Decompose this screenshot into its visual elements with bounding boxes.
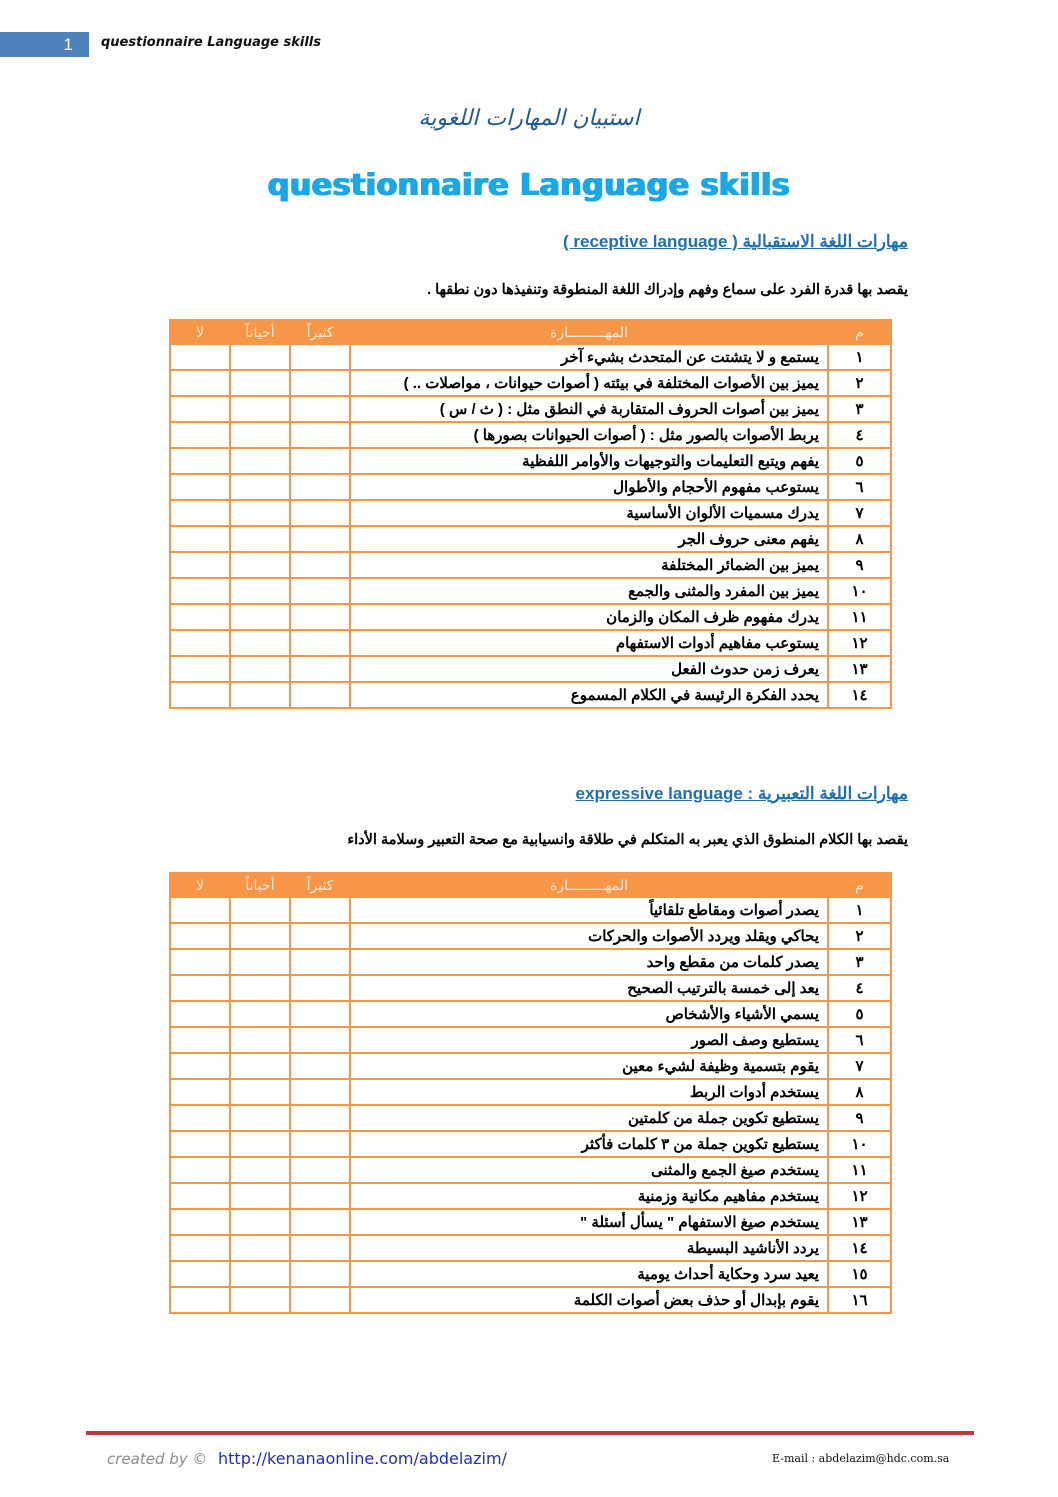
often-cell[interactable] <box>290 370 350 396</box>
skill-text: يستمع و لا يتشتت عن المتحدث بشيء آخر <box>350 344 828 370</box>
no-cell[interactable] <box>170 1053 230 1079</box>
item-number: ١٥ <box>828 1261 891 1287</box>
no-cell[interactable] <box>170 1105 230 1131</box>
often-cell[interactable] <box>290 1183 350 1209</box>
no-cell[interactable] <box>170 1183 230 1209</box>
table-row <box>170 1157 891 1183</box>
col-no-header: لا <box>170 320 230 344</box>
item-number: ١٠ <box>828 578 891 604</box>
no-cell[interactable] <box>170 1079 230 1105</box>
col-num-header: م <box>828 873 891 897</box>
item-number: ١ <box>828 897 891 923</box>
often-cell[interactable] <box>290 897 350 923</box>
footer-email: E-mail : abdelazim@hdc.com.sa <box>772 1452 950 1465</box>
often-cell[interactable] <box>290 975 350 1001</box>
table-row <box>170 526 891 552</box>
col-skill-header: المهـــــــــارة <box>350 320 828 344</box>
footer-divider <box>86 1431 974 1435</box>
no-cell[interactable] <box>170 1001 230 1027</box>
skill-text: يستخدم مفاهيم مكانية وزمنية <box>350 1183 828 1209</box>
often-cell[interactable] <box>290 682 350 708</box>
sometimes-cell[interactable] <box>230 344 290 370</box>
table-row <box>170 1209 891 1235</box>
table-row <box>170 1105 891 1131</box>
item-number: ١ <box>828 344 891 370</box>
sometimes-cell[interactable] <box>230 552 290 578</box>
skill-text: يستطيع وصف الصور <box>350 1027 828 1053</box>
item-number: ٣ <box>828 949 891 975</box>
sometimes-cell[interactable] <box>230 897 290 923</box>
sometimes-cell[interactable] <box>230 949 290 975</box>
receptive-table-body <box>170 344 891 708</box>
often-cell[interactable] <box>290 656 350 682</box>
item-number: ١١ <box>828 604 891 630</box>
table-row <box>170 604 891 630</box>
running-header-title: questionnaire Language skills <box>101 35 321 50</box>
no-cell[interactable] <box>170 1131 230 1157</box>
sometimes-cell[interactable] <box>230 656 290 682</box>
skill-text: يستخدم صيغ الاستفهام " يسأل أسئلة " <box>350 1209 828 1235</box>
skill-text: يميز بين الضمائر المختلفة <box>350 552 828 578</box>
no-cell[interactable] <box>170 578 230 604</box>
receptive-description: يقصد بها قدرة الفرد على سماع وفهم وإدراك اللغة المنطوقة وتنفيذها دون نطقها . <box>427 282 908 298</box>
often-cell[interactable] <box>290 1079 350 1105</box>
often-cell[interactable] <box>290 1235 350 1261</box>
table-row <box>170 422 891 448</box>
skill-text: يصدر أصوات ومقاطع تلقائياً <box>350 897 828 923</box>
sometimes-cell[interactable] <box>230 682 290 708</box>
table-row <box>170 1027 891 1053</box>
no-cell[interactable] <box>170 656 230 682</box>
item-number: ٨ <box>828 1079 891 1105</box>
sometimes-cell[interactable] <box>230 1001 290 1027</box>
item-number: ١٤ <box>828 1235 891 1261</box>
table-header-row <box>170 873 891 897</box>
table-row <box>170 949 891 975</box>
no-cell[interactable] <box>170 552 230 578</box>
sometimes-cell[interactable] <box>230 1287 290 1313</box>
skill-text: يفهم ويتبع التعليمات والتوجيهات والأوامر اللفظية <box>350 448 828 474</box>
table-header-row <box>170 320 891 344</box>
table-row <box>170 1287 891 1313</box>
no-cell[interactable] <box>170 448 230 474</box>
skill-text: يحدد الفكرة الرئيسة في الكلام المسموع <box>350 682 828 708</box>
table-row <box>170 578 891 604</box>
no-cell[interactable] <box>170 1287 230 1313</box>
skill-text: يفهم معنى حروف الجر <box>350 526 828 552</box>
no-cell[interactable] <box>170 1235 230 1261</box>
often-cell[interactable] <box>290 1001 350 1027</box>
skill-text: يميز بين أصوات الحروف المتقاربة في النطق مثل : ( ث / س ) <box>350 396 828 422</box>
table-row <box>170 474 891 500</box>
col-skill-header: المهـــــــــارة <box>350 873 828 897</box>
skill-text: يستخدم أدوات الربط <box>350 1079 828 1105</box>
often-cell[interactable] <box>290 949 350 975</box>
sometimes-cell[interactable] <box>230 448 290 474</box>
sometimes-cell[interactable] <box>230 578 290 604</box>
often-cell[interactable] <box>290 448 350 474</box>
table-row <box>170 1183 891 1209</box>
footer-url-link[interactable]: http://kenanaonline.com/abdelazim/ <box>218 1449 507 1468</box>
sometimes-cell[interactable] <box>230 1053 290 1079</box>
no-cell[interactable] <box>170 949 230 975</box>
no-cell[interactable] <box>170 1261 230 1287</box>
sometimes-cell[interactable] <box>230 1261 290 1287</box>
table-row <box>170 1001 891 1027</box>
item-number: ٧ <box>828 1053 891 1079</box>
sometimes-cell[interactable] <box>230 1131 290 1157</box>
sometimes-cell[interactable] <box>230 1209 290 1235</box>
item-number: ٢ <box>828 923 891 949</box>
sometimes-cell[interactable] <box>230 500 290 526</box>
skill-text: يقوم بإبدال أو حذف بعض أصوات الكلمة <box>350 1287 828 1313</box>
often-cell[interactable] <box>290 1053 350 1079</box>
often-cell[interactable] <box>290 604 350 630</box>
sometimes-cell[interactable] <box>230 923 290 949</box>
skill-text: يصدر كلمات من مقطع واحد <box>350 949 828 975</box>
skill-text: يدرك مسميات الألوان الأساسية <box>350 500 828 526</box>
item-number: ٦ <box>828 1027 891 1053</box>
table-row <box>170 975 891 1001</box>
table-row <box>170 923 891 949</box>
often-cell[interactable] <box>290 1105 350 1131</box>
table-row <box>170 1079 891 1105</box>
no-cell[interactable] <box>170 500 230 526</box>
sometimes-cell[interactable] <box>230 630 290 656</box>
item-number: ٦ <box>828 474 891 500</box>
sometimes-cell[interactable] <box>230 604 290 630</box>
table-row <box>170 396 891 422</box>
often-cell[interactable] <box>290 474 350 500</box>
item-number: ٩ <box>828 1105 891 1131</box>
no-cell[interactable] <box>170 975 230 1001</box>
item-number: ١٠ <box>828 1131 891 1157</box>
no-cell[interactable] <box>170 1157 230 1183</box>
no-cell[interactable] <box>170 630 230 656</box>
skill-text: يربط الأصوات بالصور مثل : ( أصوات الحيوانات بصورها ) <box>350 422 828 448</box>
col-num-header: م <box>828 320 891 344</box>
table-row <box>170 1131 891 1157</box>
skill-text: يحاكي ويقلد ويردد الأصوات والحركات <box>350 923 828 949</box>
skill-text: يسمي الأشياء والأشخاص <box>350 1001 828 1027</box>
table-row <box>170 682 891 708</box>
table-row <box>170 897 891 923</box>
skill-text: يستخدم صيغ الجمع والمثنى <box>350 1157 828 1183</box>
receptive-heading: مهارات اللغة الاستقبالية ( receptive language ) <box>563 232 908 251</box>
sometimes-cell[interactable] <box>230 1079 290 1105</box>
sometimes-cell[interactable] <box>230 474 290 500</box>
table-row <box>170 370 891 396</box>
often-cell[interactable] <box>290 578 350 604</box>
item-number: ٧ <box>828 500 891 526</box>
skill-text: يستوعب مفاهيم أدوات الاستفهام <box>350 630 828 656</box>
skill-text: يردد الأناشيد البسيطة <box>350 1235 828 1261</box>
no-cell[interactable] <box>170 526 230 552</box>
skill-text: يميز بين الأصوات المختلفة في بيئته ( أصوات حيوانات ، مواصلات .. ) <box>350 370 828 396</box>
no-cell[interactable] <box>170 604 230 630</box>
table-row <box>170 656 891 682</box>
often-cell[interactable] <box>290 344 350 370</box>
english-title: questionnaire Language skills <box>267 168 791 203</box>
sometimes-cell[interactable] <box>230 370 290 396</box>
expressive-heading: مهارات اللغة التعبيرية : expressive language <box>575 784 908 803</box>
arabic-title: استبيان المهارات اللغوية <box>418 106 640 131</box>
expressive-description: يقصد بها الكلام المنطوق الذي يعبر به المتكلم في طلاقة وانسيابية مع صحة التعبير وسلامة الأداء <box>347 832 908 848</box>
item-number: ٣ <box>828 396 891 422</box>
item-number: ٤ <box>828 422 891 448</box>
skill-text: يعرف زمن حدوث الفعل <box>350 656 828 682</box>
item-number: ٥ <box>828 1001 891 1027</box>
table-row <box>170 1235 891 1261</box>
no-cell[interactable] <box>170 344 230 370</box>
no-cell[interactable] <box>170 474 230 500</box>
often-cell[interactable] <box>290 1157 350 1183</box>
often-cell[interactable] <box>290 1287 350 1313</box>
skill-text: يعيد سرد وحكاية أحداث يومية <box>350 1261 828 1287</box>
often-cell[interactable] <box>290 1131 350 1157</box>
sometimes-cell[interactable] <box>230 1105 290 1131</box>
sometimes-cell[interactable] <box>230 422 290 448</box>
item-number: ٢ <box>828 370 891 396</box>
sometimes-cell[interactable] <box>230 526 290 552</box>
skill-text: يستطيع تكوين جملة من ٣ كلمات فأكثر <box>350 1131 828 1157</box>
footer-created-by: created by © <box>107 1450 208 1468</box>
page-number-box <box>0 32 89 57</box>
often-cell[interactable] <box>290 526 350 552</box>
col-sometimes-header: أحياناً <box>230 873 290 897</box>
skill-text: يعد إلى خمسة بالترتيب الصحيح <box>350 975 828 1001</box>
col-no-header: لا <box>170 873 230 897</box>
no-cell[interactable] <box>170 923 230 949</box>
sometimes-cell[interactable] <box>230 1183 290 1209</box>
item-number: ١٤ <box>828 682 891 708</box>
sometimes-cell[interactable] <box>230 1235 290 1261</box>
item-number: ٤ <box>828 975 891 1001</box>
no-cell[interactable] <box>170 682 230 708</box>
page-number: 1 <box>63 35 73 54</box>
table-row <box>170 1261 891 1287</box>
receptive-table <box>169 319 892 709</box>
table-row <box>170 344 891 370</box>
sometimes-cell[interactable] <box>230 396 290 422</box>
sometimes-cell[interactable] <box>230 1027 290 1053</box>
skill-text: يستطيع تكوين جملة من كلمتين <box>350 1105 828 1131</box>
table-row <box>170 448 891 474</box>
sometimes-cell[interactable] <box>230 1157 290 1183</box>
item-number: ٥ <box>828 448 891 474</box>
often-cell[interactable] <box>290 500 350 526</box>
often-cell[interactable] <box>290 1209 350 1235</box>
often-cell[interactable] <box>290 1027 350 1053</box>
no-cell[interactable] <box>170 370 230 396</box>
table-row <box>170 1053 891 1079</box>
no-cell[interactable] <box>170 396 230 422</box>
no-cell[interactable] <box>170 422 230 448</box>
item-number: ١٢ <box>828 630 891 656</box>
often-cell[interactable] <box>290 923 350 949</box>
sometimes-cell[interactable] <box>230 975 290 1001</box>
col-sometimes-header: أحياناً <box>230 320 290 344</box>
col-often-header: كثيراً <box>290 873 350 897</box>
item-number: ٩ <box>828 552 891 578</box>
often-cell[interactable] <box>290 630 350 656</box>
item-number: ١٣ <box>828 1209 891 1235</box>
no-cell[interactable] <box>170 1027 230 1053</box>
often-cell[interactable] <box>290 422 350 448</box>
expressive-table-body <box>170 897 891 1313</box>
item-number: ١٦ <box>828 1287 891 1313</box>
no-cell[interactable] <box>170 1209 230 1235</box>
table-row <box>170 500 891 526</box>
item-number: ١٢ <box>828 1183 891 1209</box>
often-cell[interactable] <box>290 552 350 578</box>
skill-text: يميز بين المفرد والمثنى والجمع <box>350 578 828 604</box>
item-number: ١١ <box>828 1157 891 1183</box>
item-number: ١٣ <box>828 656 891 682</box>
often-cell[interactable] <box>290 1261 350 1287</box>
table-row <box>170 630 891 656</box>
skill-text: يستوعب مفهوم الأحجام والأطوال <box>350 474 828 500</box>
item-number: ٨ <box>828 526 891 552</box>
expressive-table <box>169 872 892 1314</box>
table-row <box>170 552 891 578</box>
skill-text: يدرك مفهوم ظرف المكان والزمان <box>350 604 828 630</box>
often-cell[interactable] <box>290 396 350 422</box>
col-often-header: كثيراً <box>290 320 350 344</box>
no-cell[interactable] <box>170 897 230 923</box>
skill-text: يقوم بتسمية وظيفة لشيء معين <box>350 1053 828 1079</box>
